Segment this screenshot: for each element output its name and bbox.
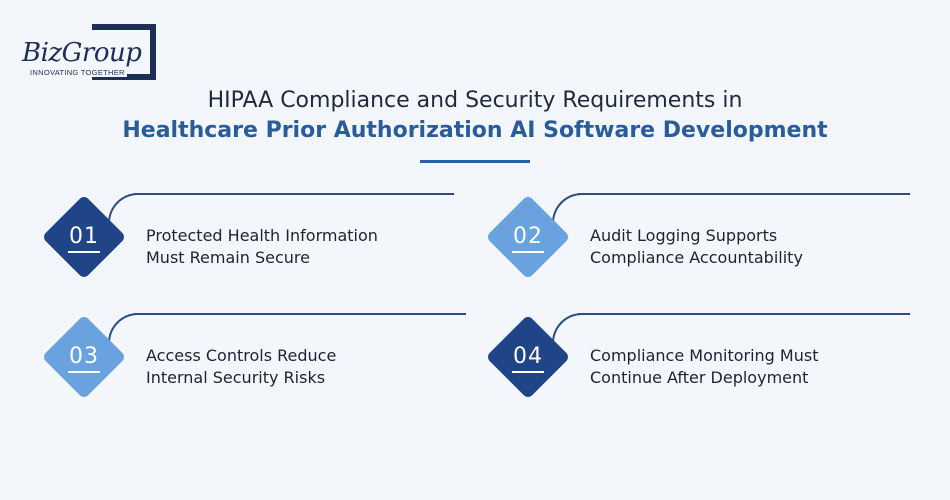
requirement-card-2	[490, 193, 910, 293]
item-text-line-1: Protected Health Information	[146, 226, 378, 245]
requirement-card-1	[46, 193, 466, 293]
item-text	[590, 345, 818, 389]
title-line-1: HIPAA Compliance and Security Requirements in	[207, 88, 743, 113]
logo-tagline: INNOVATING TOGETHER	[30, 68, 125, 77]
item-number: 01	[69, 224, 99, 249]
number-underline	[512, 251, 544, 253]
item-text-line-1: Compliance Monitoring Must	[590, 346, 819, 365]
item-text-line-2: Compliance Accountability	[590, 248, 803, 267]
title-line-2: Healthcare Prior Authorization AI Software Development	[122, 118, 828, 143]
item-text	[146, 225, 378, 269]
number-underline	[68, 371, 100, 373]
connector-line	[134, 193, 454, 195]
item-text-line-1: Audit Logging Supports	[590, 226, 778, 245]
logo-wordmark: BizGroup	[22, 38, 142, 68]
item-text-line-1: Access Controls Reduce	[146, 346, 337, 365]
item-text	[146, 345, 336, 389]
item-number: 03	[69, 344, 99, 369]
connector-line	[134, 313, 466, 315]
requirement-card-4	[490, 313, 910, 413]
item-number: 02	[513, 224, 543, 249]
connector-line	[578, 313, 910, 315]
item-text	[590, 225, 803, 269]
title-divider	[420, 160, 530, 163]
item-text-line-2: Continue After Deployment	[590, 368, 809, 387]
number-underline	[512, 371, 544, 373]
bizgroup-logo	[22, 24, 158, 82]
item-text-line-2: Internal Security Risks	[146, 368, 326, 387]
number-underline	[68, 251, 100, 253]
page-title	[0, 86, 950, 146]
connector-line	[578, 193, 910, 195]
item-text-line-2: Must Remain Secure	[146, 248, 310, 267]
item-number: 04	[513, 344, 543, 369]
requirement-card-3	[46, 313, 466, 413]
